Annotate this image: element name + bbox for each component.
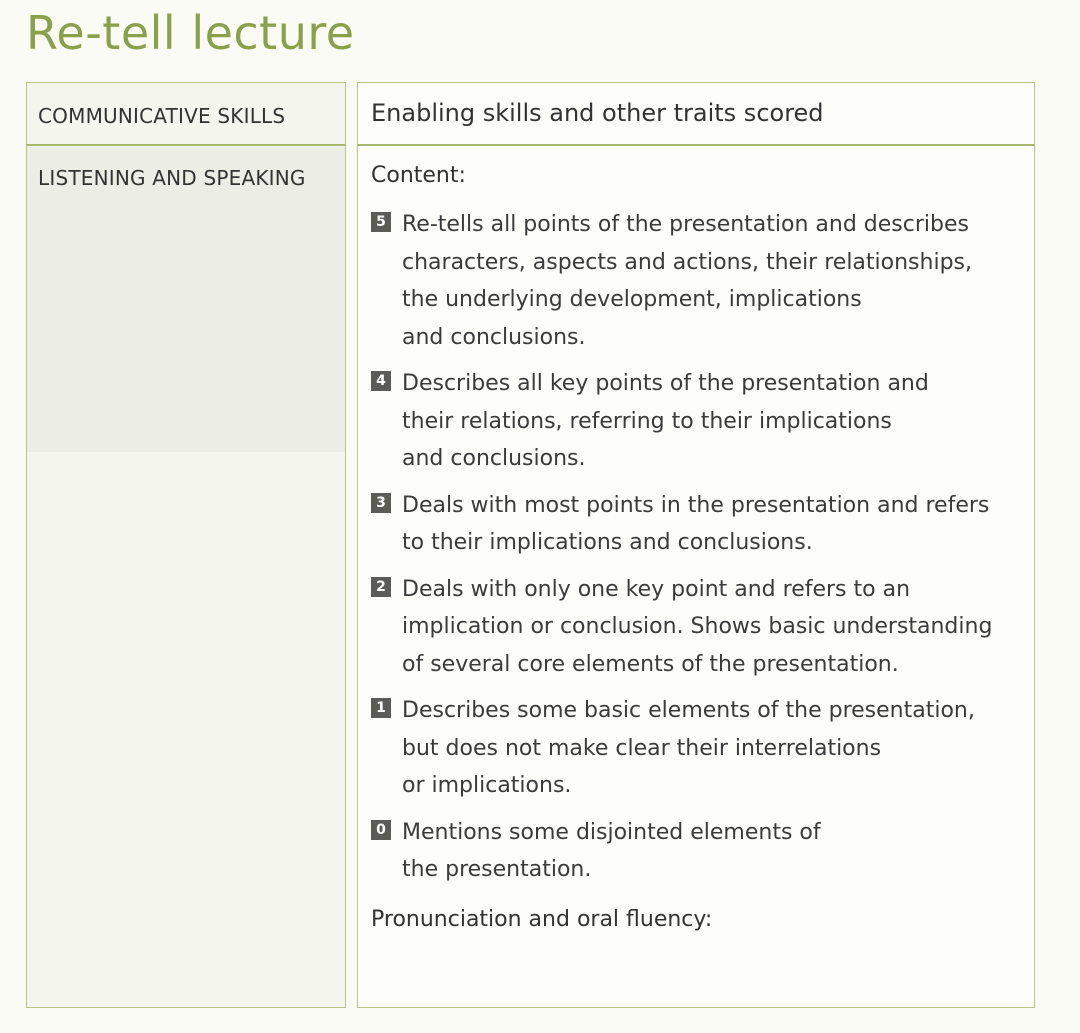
- header-divider: [26, 144, 1035, 146]
- skills-column: [26, 82, 346, 1008]
- score-badge: 3: [371, 493, 391, 513]
- score-description: Describes all key points of the presentation and their relations, referring to their implications and conclusions.: [402, 371, 929, 471]
- score-item-0: [371, 814, 1026, 889]
- content-label: Content:: [371, 163, 466, 188]
- pronunciation-label: Pronunciation and oral fluency:: [371, 907, 713, 932]
- score-description: Deals with only one key point and refers to an implication or conclusion. Shows basic understanding of several core elements of the presentation.: [402, 576, 993, 677]
- page-title: Re-tell lecture: [26, 6, 355, 60]
- score-badge: 0: [371, 820, 391, 840]
- score-description: Re-tells all points of the presentation and describes characters, aspects and actions, their relationships, the underlying development, implications and conclusions.: [402, 212, 972, 350]
- skills-column-shade: [27, 147, 345, 452]
- score-description: Mentions some disjointed elements of the presentation.: [402, 819, 821, 882]
- score-descriptor-list: [371, 206, 1026, 898]
- score-badge: 1: [371, 698, 391, 718]
- traits-header: Enabling skills and other traits scored: [371, 99, 824, 127]
- score-badge: 5: [371, 212, 391, 232]
- communicative-skills-header: COMMUNICATIVE SKILLS: [38, 104, 286, 128]
- score-description: Describes some basic elements of the presentation, but does not make clear their interrelations or implications.: [402, 698, 975, 798]
- score-item-4: [371, 365, 1026, 478]
- score-item-3: [371, 487, 1026, 562]
- score-badge: 4: [371, 371, 391, 391]
- score-description: Deals with most points in the presentation and refers to their implications and conclusions.: [402, 492, 990, 555]
- skill-label: LISTENING AND SPEAKING: [38, 166, 306, 190]
- score-item-2: [371, 571, 1026, 684]
- score-item-1: [371, 692, 1026, 805]
- score-item-5: [371, 206, 1026, 356]
- score-badge: 2: [371, 577, 391, 597]
